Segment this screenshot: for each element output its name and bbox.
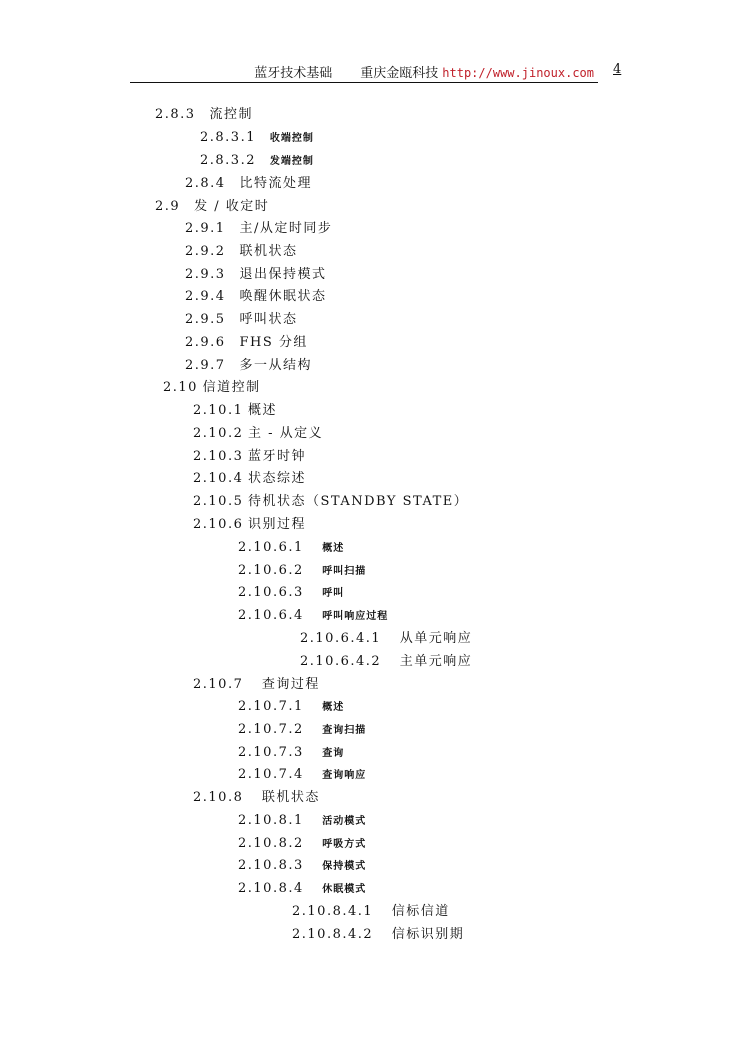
toc-entry-title: 收端控制 xyxy=(269,133,314,144)
toc-entry-number: 2.10.8.4 xyxy=(238,881,304,896)
toc-entry-number: 2.9.5 xyxy=(185,312,226,327)
toc-entry xyxy=(163,380,261,396)
toc-entry-number: 2.10.6.4 xyxy=(238,608,304,623)
toc-entry xyxy=(185,267,327,283)
toc-entry xyxy=(238,881,366,898)
toc-entry-title: 主/从定时同步 xyxy=(239,221,333,236)
toc-entry xyxy=(193,403,277,419)
toc-entry xyxy=(300,654,472,670)
toc-entry-title: 查询扫描 xyxy=(322,725,367,736)
header-url-link[interactable]: http://www.jinoux.com xyxy=(442,66,594,80)
toc-entry-number: 2.8.4 xyxy=(185,176,226,191)
toc-entry-title: 保持模式 xyxy=(322,861,367,872)
toc-entry-number: 2.10.8 xyxy=(193,790,244,805)
toc-entry xyxy=(238,745,344,762)
toc-entry-number: 2.10.6 xyxy=(193,517,244,532)
toc-entry-title: 识别过程 xyxy=(248,517,307,532)
toc-entry-title: 呼叫状态 xyxy=(239,312,298,327)
toc-entry xyxy=(185,176,312,192)
toc-entry xyxy=(238,608,388,625)
toc-entry-number: 2.10.6.3 xyxy=(238,585,304,600)
toc-entry-number: 2.10.4 xyxy=(193,471,244,486)
toc-entry-title: 活动模式 xyxy=(322,816,367,827)
toc-entry-number: 2.10.8.3 xyxy=(238,858,304,873)
toc-entry xyxy=(193,677,320,693)
toc-entry xyxy=(185,335,308,351)
toc-entry xyxy=(238,767,366,784)
toc-entry-title: 查询响应 xyxy=(322,770,367,781)
toc-entry-number: 2.10.6.4.1 xyxy=(300,631,382,646)
toc-entry xyxy=(193,494,468,510)
toc-entry-number: 2.9.7 xyxy=(185,358,226,373)
toc-entry-title: 比特流处理 xyxy=(239,176,312,191)
toc-entry-title: 蓝牙时钟 xyxy=(248,449,307,464)
toc-entry-title: 从单元响应 xyxy=(399,631,473,646)
toc-entry-number: 2.9.3 xyxy=(185,267,226,282)
toc-entry-number: 2.10.3 xyxy=(193,449,244,464)
toc-entry xyxy=(238,585,344,602)
toc-entry-number: 2.10.7.4 xyxy=(238,767,304,782)
toc-entry xyxy=(155,199,269,215)
toc-entry-title: 多一从结构 xyxy=(239,358,312,373)
toc-entry-title: 查询过程 xyxy=(261,677,320,692)
toc-entry-number: 2.10.8.4.2 xyxy=(292,927,374,942)
toc-entry xyxy=(193,471,306,487)
toc-entry xyxy=(200,153,314,170)
toc-entry xyxy=(185,289,327,305)
toc-entry xyxy=(193,790,320,806)
toc-entry-title: 唤醒休眠状态 xyxy=(239,289,327,304)
toc-entry-number: 2.10.8.4.1 xyxy=(292,904,374,919)
toc-entry-title: 呼叫 xyxy=(322,588,345,599)
toc-entry xyxy=(193,426,323,442)
page-number: 4 xyxy=(613,62,622,77)
toc-entry-title: 联机状态 xyxy=(239,244,298,259)
toc-entry-number: 2.8.3.1 xyxy=(200,130,256,145)
toc-entry xyxy=(238,563,366,580)
toc-entry xyxy=(155,107,253,123)
toc-entry-title: 信标信道 xyxy=(391,904,450,919)
toc-entry-number: 2.9.2 xyxy=(185,244,226,259)
toc-entry xyxy=(300,631,472,647)
toc-entry-title: FHS 分组 xyxy=(239,335,308,350)
toc-entry-number: 2.10.5 xyxy=(193,494,244,509)
toc-entry-title: 概述 xyxy=(322,543,345,554)
toc-entry-title: 发端控制 xyxy=(269,156,314,167)
toc-entry-number: 2.9 xyxy=(155,199,181,214)
header-company: 重庆金瓯科技 xyxy=(360,66,439,81)
toc-entry xyxy=(292,927,464,943)
toc-entry-number: 2.9.1 xyxy=(185,221,226,236)
toc-entry-title: 呼吸方式 xyxy=(322,839,367,850)
toc-entry-number: 2.8.3 xyxy=(155,107,196,122)
toc-entry-title: 概述 xyxy=(322,702,345,713)
toc-entry-title: 退出保持模式 xyxy=(239,267,327,282)
toc-entry-number: 2.10.7.3 xyxy=(238,745,304,760)
toc-entry xyxy=(185,244,298,260)
toc-entry-title: 休眠模式 xyxy=(322,884,367,895)
toc-entry-number: 2.10.8.1 xyxy=(238,813,304,828)
toc-entry-number: 2.10 xyxy=(163,380,198,395)
toc-entry-title: 主单元响应 xyxy=(399,654,473,669)
toc-entry-title: 状态综述 xyxy=(248,471,307,486)
toc-entry-number: 2.10.7.1 xyxy=(238,699,304,714)
toc-entry xyxy=(185,358,312,374)
toc-entry-title: 待机状态（STANDBY STATE） xyxy=(248,494,469,509)
toc-entry-number: 2.10.1 xyxy=(193,403,244,418)
toc-entry-number: 2.10.2 xyxy=(193,426,244,441)
toc-entry-number: 2.8.3.2 xyxy=(200,153,256,168)
header-book-title: 蓝牙技术基础 xyxy=(254,66,333,81)
toc-entry-number: 2.10.8.2 xyxy=(238,836,304,851)
toc-entry-title: 呼叫响应过程 xyxy=(322,611,389,622)
toc-entry xyxy=(238,699,344,716)
toc-entry xyxy=(185,221,332,237)
toc-entry xyxy=(200,130,314,147)
toc-entry xyxy=(238,858,366,875)
toc-entry-number: 2.10.6.2 xyxy=(238,563,304,578)
toc-entry-title: 查询 xyxy=(322,748,345,759)
toc-entry xyxy=(185,312,298,328)
toc-entry-title: 发 / 收定时 xyxy=(194,199,270,214)
toc-entry xyxy=(238,722,366,739)
toc-entry xyxy=(193,517,306,533)
toc-entry-title: 信道控制 xyxy=(202,380,261,395)
toc-entry xyxy=(193,449,306,465)
toc-entry xyxy=(238,813,366,830)
toc-entry xyxy=(292,904,450,920)
toc-entry-title: 信标识别期 xyxy=(391,927,465,942)
toc-entry-title: 概述 xyxy=(248,403,278,418)
toc-entry-title: 主 - 从定义 xyxy=(248,426,324,441)
toc-entry-number: 2.9.4 xyxy=(185,289,226,304)
toc-entry-title: 流控制 xyxy=(209,107,253,122)
toc-entry-title: 联机状态 xyxy=(261,790,320,805)
toc-entry-number: 2.9.6 xyxy=(185,335,226,350)
toc-entry-number: 2.10.7 xyxy=(193,677,244,692)
toc-entry-number: 2.10.6.1 xyxy=(238,540,304,555)
toc-entry-number: 2.10.7.2 xyxy=(238,722,304,737)
toc-entry xyxy=(238,836,366,853)
toc-entry-number: 2.10.6.4.2 xyxy=(300,654,382,669)
toc-entry xyxy=(238,540,344,557)
toc-entry-title: 呼叫扫描 xyxy=(322,566,367,577)
